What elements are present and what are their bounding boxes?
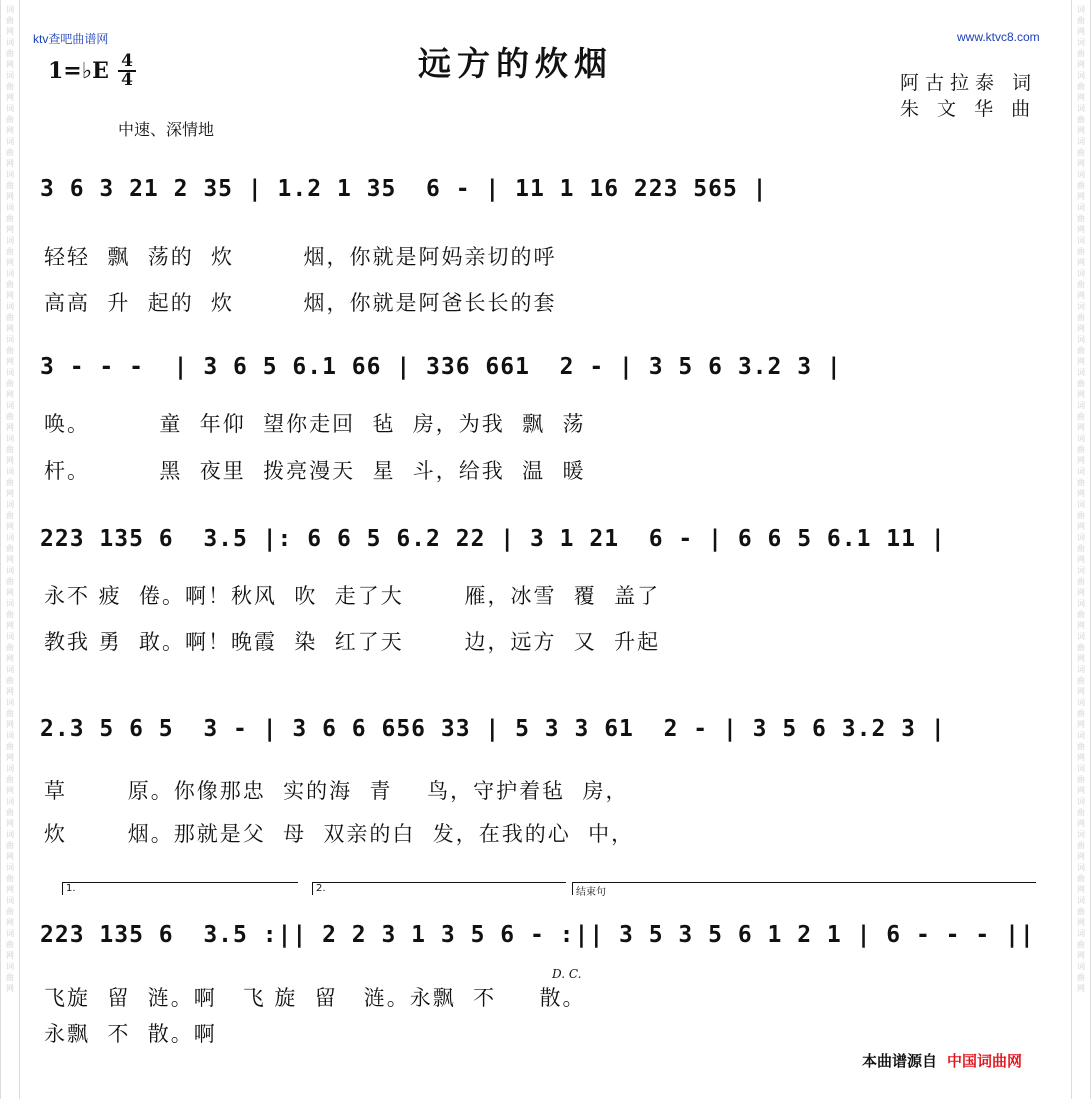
watermark-glyph: 词 [6,533,14,542]
watermark-glyph: 词 [1077,71,1085,80]
watermark-glyph: 词 [6,401,14,410]
watermark-glyph: 网 [6,786,14,795]
watermark-glyph: 词 [1077,962,1085,971]
watermark-glyph: 曲 [6,511,14,520]
watermark-glyph: 曲 [6,214,14,223]
watermark-glyph: 词 [6,896,14,905]
lyrics-row-1-verse-1: 轻轻 飘 荡的 炊 烟，你就是阿妈亲切的呼 [44,245,557,269]
watermark-glyph: 网 [1077,27,1085,36]
watermark-glyph: 曲 [1077,379,1085,388]
watermark-glyph: 词 [1077,896,1085,905]
watermark-glyph: 词 [1077,5,1085,14]
watermark-glyph: 词 [1077,467,1085,476]
watermark-glyph: 词 [6,830,14,839]
watermark-glyph: 词 [6,566,14,575]
watermark-glyph: 词 [6,599,14,608]
lyrics-row-1-verse-2: 高高 升 起的 炊 烟，你就是阿爸长长的套 [44,291,557,315]
key-signature: 1=♭E [48,58,109,84]
watermark-glyph: 曲 [1077,577,1085,586]
watermark-glyph: 网 [1077,555,1085,564]
watermark-glyph: 词 [6,137,14,146]
watermark-glyph: 曲 [1077,181,1085,190]
watermark-glyph: 词 [1077,929,1085,938]
watermark-glyph: 网 [1077,819,1085,828]
right-site-watermark[interactable]: www.ktvc8.com [957,30,1040,44]
watermark-glyph: 词 [1077,665,1085,674]
watermark-glyph: 曲 [1077,940,1085,949]
watermark-glyph: 词 [1077,434,1085,443]
watermark-glyph: 曲 [6,478,14,487]
watermark-glyph: 曲 [1077,82,1085,91]
watermark-glyph: 曲 [1077,115,1085,124]
source-site-link[interactable]: 中国词曲网 [947,1052,1023,1070]
watermark-glyph: 曲 [6,16,14,25]
watermark-glyph: 网 [6,258,14,267]
watermark-glyph: 曲 [1077,445,1085,454]
second-ending-bracket: 2. [312,882,566,895]
watermark-glyph: 网 [6,324,14,333]
time-signature [118,53,136,89]
watermark-glyph: 网 [1077,654,1085,663]
watermark-glyph: 词 [6,797,14,806]
watermark-glyph: 网 [1077,786,1085,795]
watermark-glyph: 曲 [6,445,14,454]
watermark-glyph: 曲 [1077,511,1085,520]
watermark-glyph: 曲 [1077,148,1085,157]
watermark-glyph: 词 [6,335,14,344]
watermark-glyph: 词 [1077,698,1085,707]
watermark-glyph: 曲 [1077,808,1085,817]
lyrics-row-5-verse-1: 飞旋 留 涟。啊 飞 旋 留 涟。永飘 不 散。 [44,986,586,1010]
watermark-glyph: 网 [1077,852,1085,861]
watermark-glyph: 词 [1077,599,1085,608]
watermark-glyph: 曲 [6,940,14,949]
watermark-glyph: 曲 [1077,676,1085,685]
watermark-glyph: 曲 [1077,610,1085,619]
watermark-glyph: 词 [6,170,14,179]
watermark-glyph: 词 [6,698,14,707]
notation-row-5 [40,906,1050,962]
notation-line: 223 135 6 3.5 |: 6 6 5 6.2 22 | 3 1 21 6 - | 6 6 5 6.1 11 | [40,526,946,552]
watermark-glyph: 曲 [1077,247,1085,256]
watermark-glyph: 曲 [6,676,14,685]
watermark-glyph: 网 [6,819,14,828]
watermark-glyph: 曲 [6,643,14,652]
watermark-glyph: 词 [1077,203,1085,212]
watermark-glyph: 词 [6,962,14,971]
watermark-glyph: 网 [6,522,14,531]
notation-line: 2.3 5 6 5 3 - | 3 6 6 656 33 | 5 3 3 61 2 - | 3 5 6 3.2 3 | [40,716,946,742]
watermark-glyph: 词 [1077,335,1085,344]
watermark-glyph: 网 [6,588,14,597]
watermark-glyph: 曲 [6,775,14,784]
watermark-glyph: 网 [1077,456,1085,465]
watermark-glyph: 词 [1077,38,1085,47]
watermark-glyph: 曲 [1077,49,1085,58]
watermark-glyph: 曲 [1077,973,1085,982]
watermark-glyph: 曲 [6,742,14,751]
watermark-glyph: 词 [6,863,14,872]
watermark-glyph: 曲 [6,49,14,58]
watermark-glyph: 词 [1077,137,1085,146]
watermark-glyph: 网 [6,555,14,564]
watermark-glyph: 词 [6,500,14,509]
watermark-glyph: 曲 [6,841,14,850]
watermark-glyph: 词 [6,467,14,476]
watermark-glyph: 曲 [1077,214,1085,223]
da-capo-marking: D. C. [552,967,582,981]
watermark-glyph: 网 [6,951,14,960]
watermark-glyph: 网 [6,489,14,498]
watermark-glyph: 网 [1077,225,1085,234]
watermark-glyph: 曲 [1077,775,1085,784]
meter-top: 4 [121,51,133,71]
watermark-glyph: 词 [6,203,14,212]
watermark-glyph: 词 [1077,764,1085,773]
watermark-glyph: 词 [1077,269,1085,278]
watermark-glyph: 网 [6,852,14,861]
lyrics-row-4-verse-1: 草 原。你像那忠 实的海 青 鸟，守护着毡 房， [44,779,629,803]
watermark-glyph: 词 [1077,170,1085,179]
watermark-glyph: 曲 [1077,841,1085,850]
watermark-glyph: 词 [6,236,14,245]
watermark-glyph: 词 [6,434,14,443]
watermark-glyph: 网 [6,885,14,894]
watermark-glyph: 网 [6,357,14,366]
watermark-glyph: 曲 [6,115,14,124]
watermark-glyph: 词 [6,71,14,80]
watermark-glyph: 曲 [6,808,14,817]
composer-credit: 朱 文 华 曲 [900,98,1037,120]
watermark-glyph: 网 [6,918,14,927]
watermark-glyph: 网 [1077,357,1085,366]
watermark-glyph: 词 [6,764,14,773]
notation-row-3 [40,510,1050,566]
watermark-glyph: 曲 [6,412,14,421]
watermark-glyph: 网 [6,621,14,630]
watermark-glyph: 曲 [6,379,14,388]
watermark-glyph: 曲 [1077,742,1085,751]
watermark-glyph: 网 [1077,885,1085,894]
watermark-glyph: 词 [1077,302,1085,311]
watermark-glyph: 网 [6,126,14,135]
notation-row-4 [40,700,1050,756]
watermark-glyph: 曲 [1077,478,1085,487]
watermark-glyph: 网 [6,720,14,729]
notation-line: 3 - - - | 3 6 5 6.1 66 | 336 661 2 - | 3 5 6 3.2 3 | [40,354,842,380]
song-title: 远方的炊烟 [418,44,613,83]
lyrics-row-3-verse-1: 永不 疲 倦。啊！秋风 吹 走了大 雁，冰雪 覆 盖了 [44,584,661,608]
watermark-glyph: 曲 [1077,907,1085,916]
watermark-glyph: 词 [1077,863,1085,872]
watermark-glyph: 曲 [6,973,14,982]
watermark-glyph: 词 [1077,236,1085,245]
watermark-glyph: 网 [6,753,14,762]
watermark-glyph: 网 [1077,60,1085,69]
source-footer [862,1050,1022,1071]
watermark-glyph: 词 [1077,797,1085,806]
watermark-glyph: 曲 [6,577,14,586]
watermark-glyph: 网 [1077,489,1085,498]
watermark-glyph: 网 [1077,588,1085,597]
watermark-glyph: 网 [1077,984,1085,993]
watermark-glyph: 词 [1077,566,1085,575]
watermark-glyph: 词 [1077,401,1085,410]
watermark-glyph: 网 [6,291,14,300]
watermark-glyph: 网 [1077,720,1085,729]
watermark-glyph: 网 [1077,291,1085,300]
watermark-glyph: 词 [1077,830,1085,839]
watermark-glyph: 曲 [6,874,14,883]
watermark-glyph: 词 [1077,104,1085,113]
watermark-glyph: 网 [6,390,14,399]
watermark-glyph: 词 [6,731,14,740]
watermark-glyph: 网 [1077,522,1085,531]
watermark-glyph: 网 [6,687,14,696]
watermark-glyph: 词 [1077,500,1085,509]
notation-line: 3 6 3 21 2 35 | 1.2 1 35 6 - | 11 1 16 223 565 | [40,176,768,202]
watermark-glyph: 词 [6,368,14,377]
watermark-glyph: 词 [6,269,14,278]
watermark-glyph: 词 [6,302,14,311]
watermark-glyph: 网 [6,159,14,168]
lyrics-row-2-verse-1: 唤。 童 年仰 望你走回 毡 房，为我 飘 荡 [44,412,586,436]
watermark-glyph: 网 [1077,126,1085,135]
watermark-glyph: 网 [1077,621,1085,630]
watermark-glyph: 词 [6,38,14,47]
notation-row-2 [40,338,1050,394]
watermark-glyph: 网 [1077,93,1085,102]
watermark-glyph: 词 [1077,731,1085,740]
watermark-glyph: 网 [6,225,14,234]
watermark-glyph: 网 [6,654,14,663]
left-watermark-strip [0,0,20,1099]
watermark-glyph: 曲 [6,346,14,355]
watermark-glyph: 网 [1077,951,1085,960]
watermark-glyph: 网 [6,984,14,993]
watermark-glyph: 网 [1077,390,1085,399]
lyrics-row-5-verse-2: 永飘 不 散。啊 [44,1022,217,1046]
lyrics-row-3-verse-2: 教我 勇 敢。啊！晚霞 染 红了天 边，远方 又 升起 [44,630,661,654]
watermark-glyph: 曲 [1077,346,1085,355]
watermark-glyph: 网 [6,423,14,432]
watermark-glyph: 曲 [6,709,14,718]
watermark-glyph: 曲 [1077,874,1085,883]
watermark-glyph: 曲 [6,247,14,256]
watermark-glyph: 曲 [6,544,14,553]
right-watermark-strip [1071,0,1091,1099]
watermark-glyph: 网 [6,456,14,465]
watermark-glyph: 网 [1077,258,1085,267]
watermark-glyph: 曲 [1077,313,1085,322]
tempo-marking: 中速、深情地 [118,120,215,139]
watermark-glyph: 网 [6,93,14,102]
watermark-glyph: 词 [6,632,14,641]
watermark-glyph: 网 [6,60,14,69]
watermark-glyph: 曲 [6,907,14,916]
watermark-glyph: 曲 [6,181,14,190]
watermark-glyph: 曲 [6,148,14,157]
watermark-glyph: 曲 [6,313,14,322]
watermark-glyph: 曲 [1077,280,1085,289]
watermark-glyph: 曲 [6,280,14,289]
watermark-glyph: 词 [1077,533,1085,542]
watermark-glyph: 曲 [6,82,14,91]
ending-phrase-bracket: 结束句 [572,882,1036,895]
watermark-glyph: 网 [1077,192,1085,201]
watermark-glyph: 词 [1077,368,1085,377]
watermark-glyph: 词 [6,104,14,113]
notation-line: 223 135 6 3.5 :|| 2 2 3 1 3 5 6 - :|| 3 5 3 5 6 1 2 1 | 6 - - - || [40,922,1035,948]
notation-row-1 [40,160,1050,216]
watermark-glyph: 网 [1077,918,1085,927]
first-ending-bracket: 1. [62,882,298,895]
source-label: 本曲谱源自 [862,1052,938,1070]
watermark-glyph: 词 [6,665,14,674]
watermark-glyph: 网 [1077,324,1085,333]
watermark-glyph: 曲 [1077,643,1085,652]
lyrics-row-4-verse-2: 炊 烟。那就是父 母 双亲的白 发，在我的心 中， [44,822,635,846]
meter-bottom: 4 [121,70,133,90]
lyrics-row-2-verse-2: 杆。 黑 夜里 拨亮漫天 星 斗，给我 温 暖 [44,459,586,483]
watermark-glyph: 网 [6,192,14,201]
watermark-glyph: 网 [6,27,14,36]
watermark-glyph: 词 [1077,632,1085,641]
lyricist-credit: 阿古拉泰 词 [900,72,1038,94]
watermark-glyph: 网 [1077,159,1085,168]
watermark-glyph: 词 [6,929,14,938]
watermark-glyph: 曲 [1077,544,1085,553]
watermark-glyph: 网 [1077,423,1085,432]
left-site-watermark[interactable]: ktv查吧曲谱网 [33,32,109,46]
watermark-glyph: 曲 [1077,16,1085,25]
watermark-glyph: 曲 [1077,709,1085,718]
watermark-glyph: 词 [6,5,14,14]
watermark-glyph: 曲 [1077,412,1085,421]
watermark-glyph: 网 [1077,753,1085,762]
watermark-glyph: 曲 [6,610,14,619]
watermark-glyph: 网 [1077,687,1085,696]
